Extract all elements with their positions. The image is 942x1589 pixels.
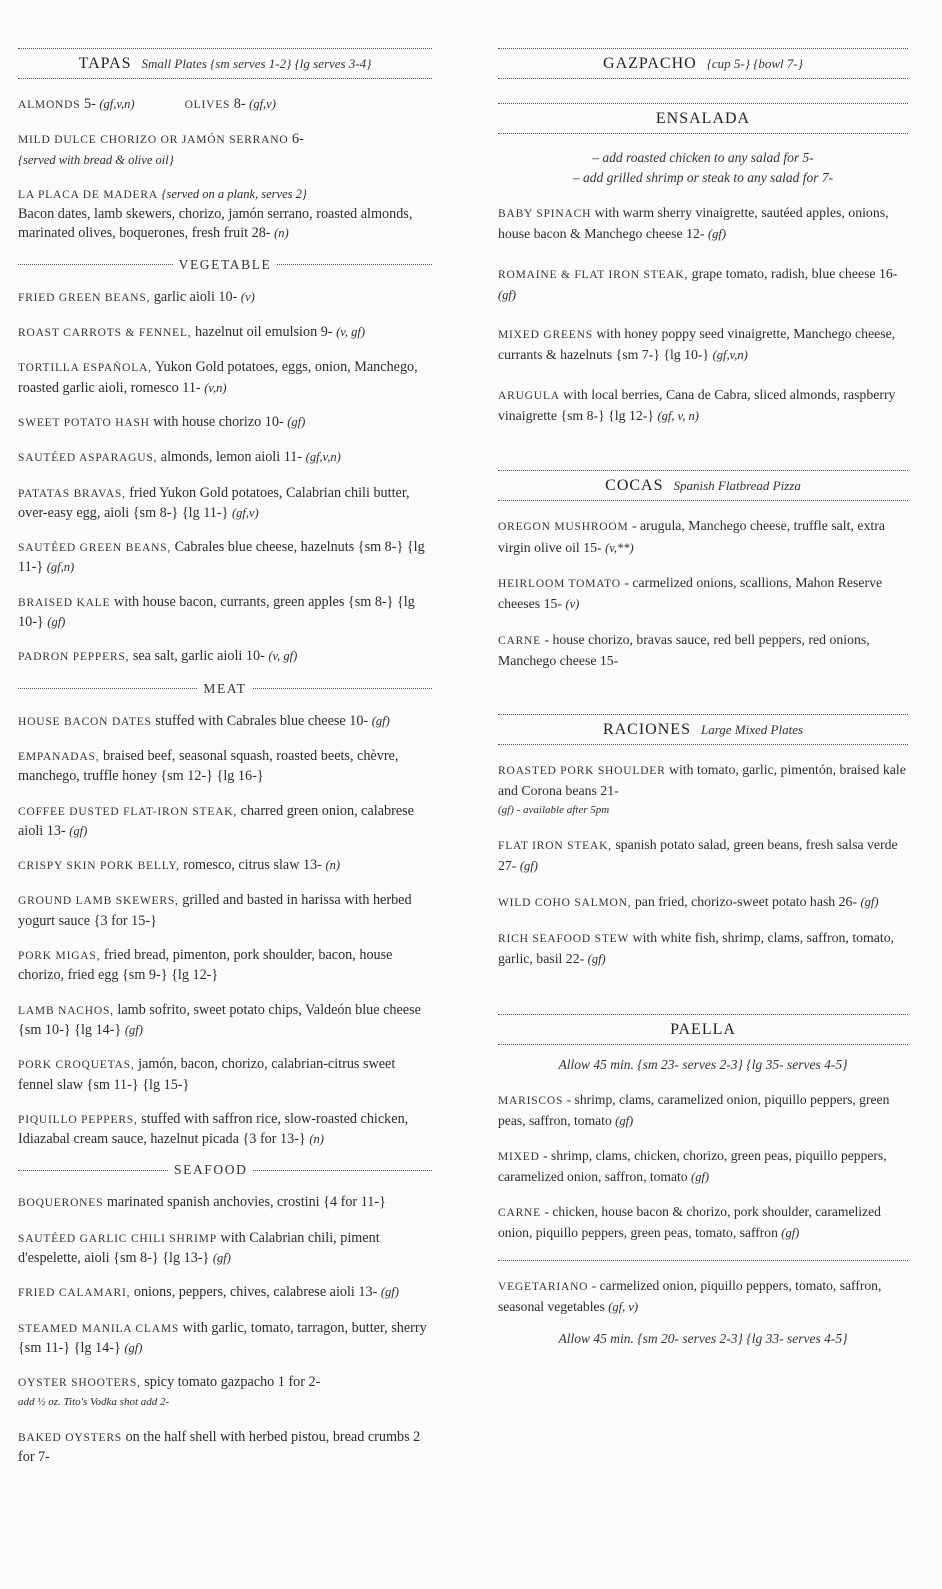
menu-item-description: hazelnut oil emulsion 9- [195,324,333,341]
menu-item-description: spanish potato salad, green beans, fresh salsa verde 27- [498,837,898,874]
menu-item-tags: (v, gf) [268,649,298,664]
paella-title: PAELLA [670,1020,736,1038]
menu-item-description: braised beef, seasonal squash, roasted beets, chèvre, manchego, truffle honey {sm 12-} {lg 16-} [18,747,399,785]
menu-item-name: SAUTÉED GREEN BEANS, [18,542,172,555]
menu-item-tags: (n) [325,858,341,873]
menu-item [18,647,432,667]
menu-item-description: with garlic, tomato, tarragon, butter, sherry {sm 11-} {lg 14-} [18,1319,427,1356]
menu-item-tags: (gf, v, n) [657,409,699,424]
menu-item-name: PIQUILLO PEPPERS, [18,1113,138,1126]
menu-item-tags: (v,n) [204,380,227,395]
menu-item [18,538,432,578]
menu-item-name: GROUND LAMB SKEWERS, [18,895,179,908]
ensalada-note-chicken: – add roasted chicken to any salad for 5- [592,150,814,165]
menu-item-description: - shrimp, clams, chicken, chorizo, green peas, piquillo peppers, caramelized onion, saffron, tomato [498,1147,887,1184]
menu-item-description: grilled and basted in harissa with herbed yogurt sauce {3 for 15-} [18,892,412,929]
menu-item [498,324,908,366]
tapas-subtitle: Small Plates {sm serves 1-2} {lg serves 3-4} [141,56,372,71]
menu-item-tags: (v,**) [605,540,634,555]
menu-item-description: charred green onion, calabrese aioli 13- [18,802,414,839]
menu-item [498,573,908,615]
menu-item [498,835,908,877]
vegetable-header: VEGETABLE [18,257,432,273]
gazpacho-subtitle: {cup 5-} {bowl 7-} [706,56,803,71]
seafood-list [18,1193,432,1467]
menu-item-description: marinated spanish anchovies, crostini {4 for 11-} [106,1194,386,1211]
menu-item [18,593,432,633]
menu-item-name: FLAT IRON STEAK, [498,840,612,853]
menu-item-description: with Calabrian chili, piment d'espelette, aioli {sm 8-} {lg 13-} [18,1229,380,1266]
gazpacho-header [498,49,908,79]
menu-item [18,1055,432,1095]
menu-item-tags: (gf) [781,1225,800,1240]
menu-item-tags: (gf,n) [46,560,75,575]
ensalada-list [498,203,908,426]
menu-item-description: pan fried, chorizo-sweet potato hash 26- [634,893,858,909]
menu-item-description: almonds, lemon aioli 11- [160,449,303,466]
menu-item [18,448,432,468]
menu-item-name: CARNE [498,634,541,647]
menu-item-tags: (gf) [498,287,517,302]
menu-item-name: ROMAINE & FLAT IRON STEAK, [498,268,689,281]
menu-item-tags: (v, gf) [336,325,365,340]
menu-item [18,1110,432,1150]
menu-item-tags: (v) [565,597,580,612]
cocas-list [498,516,908,670]
menu-item-name: ARUGULA [498,389,560,402]
menu-item-description: Yukon Gold potatoes, eggs, onion, Manchego, roasted garlic aioli, romesco 11- [18,359,418,396]
menu-item-description: with honey poppy seed vinaigrette, Manchego cheese, currants & hazelnuts {sm 7-} {lg 10-} [498,326,896,363]
menu-item-name: RICH SEAFOOD STEW [498,932,630,945]
menu-item [18,747,432,787]
menu-item-description: with house bacon, currants, green apples {sm 8-} {lg 10-} [18,593,415,631]
menu-item [18,484,432,524]
menu-item-name: LAMB NACHOS, [18,1004,114,1017]
menu-item-description: - arugula, Manchego cheese, truffle salt, extra virgin olive oil 15- [498,518,885,555]
menu-item-name: WILD COHO SALMON, [498,896,632,909]
menu-item-tags: (gf) [124,1340,143,1355]
menu-item-placa: LA PLACA DE MADERA {served on a plank, serves 2} Bacon dates, lamb skewers, chorizo, jamón serrano, roasted almonds, marinated olives, boquerones, fresh fruit 28- (n) [18,186,413,242]
menu-item-tags: (gf) [124,1022,143,1037]
menu-item-name: OYSTER SHOOTERS, [18,1377,141,1390]
menu-item-tags: (gf) [615,1113,634,1128]
menu-item [18,1428,432,1468]
menu-item-name: BRAISED KALE [18,596,111,609]
menu-item-name: HOUSE BACON DATES [18,715,152,728]
menu-item-name: HEIRLOOM TOMATO [498,577,621,590]
menu-item-name: SAUTÉED GARLIC CHILI SHRIMP [18,1232,217,1245]
menu-item-description: fried Yukon Gold potatoes, Calabrian chili butter, over-easy egg, aioli {sm 8-} {lg 11-} [18,484,410,521]
menu-item [18,1373,432,1413]
raciones-header [498,715,908,745]
menu-item-name: FRIED GREEN BEANS, [18,291,151,304]
menu-item-name: ROASTED PORK SHOULDER [498,765,666,778]
menu-item [18,1001,432,1041]
menu-item-tags: (gf) [371,713,390,728]
menu-item-tags: (gf) [587,952,606,967]
menu-item-description: romesco, citrus slaw 13- [183,857,322,874]
menu-item [18,358,432,398]
menu-item-name: CRISPY SKIN PORK BELLY, [18,860,180,873]
menu-item [498,203,908,245]
seafood-header: SEAFOOD [18,1162,432,1178]
menu-item-chorizo: MILD DULCE CHORIZO OR JAMÓN SERRANO 6- {served with bread & olive oil} [18,131,304,167]
menu-item-almonds: ALMONDS 5- (gf,v,n) [18,96,135,112]
paella-list [498,1090,908,1243]
raciones-title: RACIONES [602,721,691,739]
tapas-title: TAPAS [78,55,132,72]
menu-item-description: on the half shell with herbed pistou, bread crumbs 2 for 7- [18,1428,421,1466]
right-column [498,48,908,1349]
menu-item-tags: (gf) [380,1285,399,1300]
menu-item-description: jamón, bacon, chorizo, calabrian-citrus sweet fennel slaw {sm 11-} {lg 15-} [18,1056,396,1093]
menu-item-tags: (gf) [860,894,879,909]
menu-item-name: SWEET POTATO HASH [18,416,150,429]
menu-item-description: lamb sofrito, sweet potato chips, Valdeón blue cheese {sm 10-} {lg 14-} [18,1001,421,1038]
menu-item-description: sea salt, garlic aioli 10- [132,648,265,665]
menu-item-name: OREGON MUSHROOM [498,521,629,534]
menu-item-name: PORK MIGAS, [18,950,101,963]
menu-item-name: EMPANADAS, [18,750,100,763]
menu-item-tags: (gf) [69,823,88,838]
ensalada-header [498,104,908,134]
menu-item-name: MIXED GREENS [498,329,593,342]
menu-item [18,1229,432,1269]
menu-item [18,413,432,433]
menu-item-description: with warm sherry vinaigrette, sautéed apples, onions, house bacon & Manchego cheese 12- [498,205,889,242]
paella-allow-note-veg: Allow 45 min. {sm 20- serves 2-3} {lg 33- serves 4-5} [558,1330,848,1346]
menu-item-description: with house chorizo 10- [153,413,284,430]
menu-item-name: PORK CROQUETAS, [18,1059,135,1072]
menu-item-description: with local berries, Cana de Cabra, sliced almonds, raspberry vinaigrette {sm 8-} {lg 12-} [498,386,896,424]
menu-item-tags: (gf) [47,615,66,630]
menu-item [18,946,432,986]
menu-item [18,288,432,308]
cocas-header [498,471,908,501]
menu-item-name: CARNE [498,1206,541,1219]
raciones-subtitle: Large Mixed Plates [700,722,804,738]
menu-item [498,516,908,558]
ensalada-note-shrimp: – add grilled shrimp or steak to any salad for 7- [572,170,834,185]
menu-item-name: MARISCOS [498,1094,564,1107]
menu-item-description: - carmelized onions, scallions, Mahon Reserve cheeses 15- [498,574,883,612]
menu-item [498,1090,908,1131]
menu-item-name: BAKED OYSTERS [18,1431,123,1444]
menu-item [498,385,908,427]
menu-item [18,712,432,732]
tapas-header [18,49,432,79]
menu-item-name: PATATAS BRAVAS, [18,487,126,500]
cocas-subtitle: Spanish Flatbread Pizza [673,478,801,494]
menu-item-tags: (gf) [691,1169,710,1184]
menu-item-name: TORTILLA ESPAÑOLA, [18,362,152,375]
menu-item-name: MIXED [498,1150,540,1163]
menu-item-tags: (n) [309,1132,324,1147]
menu-item [18,1319,432,1359]
raciones-list [498,760,908,969]
cocas-title: COCAS [605,477,664,495]
menu-item [18,891,432,931]
menu-item [498,1146,908,1187]
menu-item-name: PADRON PEPPERS, [18,651,130,664]
menu-item [18,1193,432,1213]
ensalada-title: ENSALADA [655,110,751,127]
menu-item-description: - shrimp, clams, caramelized onion, piquillo peppers, green peas, saffron, tomato [498,1091,890,1128]
menu-item [18,323,432,343]
menu-item-description: with tomato, garlic, pimentón, braised kale and Corona beans 21- [498,762,906,799]
menu-item-name: FRIED CALAMARI, [18,1287,131,1300]
menu-item-description: stuffed with saffron rice, slow-roasted chicken, Idiazabal cream sauce, hazelnut picada {3 for 13-} [18,1110,409,1148]
menu-item-note: add ½ oz. Tito's Vodka shot add 2- [18,1396,170,1409]
menu-item [18,1283,432,1303]
menu-item [498,630,908,671]
meat-list [18,712,432,1150]
menu-item-tags: (gf) [287,414,306,429]
menu-item-name: STEAMED MANILA CLAMS [18,1322,180,1335]
menu-item-olives: OLIVES 8- (gf,v) [184,96,276,112]
almonds-olives-row [18,95,432,115]
menu-item-name: ROAST CARROTS & FENNEL, [18,327,192,340]
paella-allow-note: Allow 45 min. {sm 23- serves 2-3} {lg 35- serves 4-5} [558,1056,848,1072]
menu-item [18,856,432,876]
vegetable-list [18,288,432,668]
menu-item [498,760,908,820]
menu-item-tags: (gf,v,n) [712,348,748,363]
menu-item-tags: (gf,v) [231,505,259,520]
menu-item-description: grape tomato, radish, blue cheese 16- [691,265,898,281]
menu-item-name: COFFEE DUSTED FLAT-IRON STEAK, [18,805,238,818]
menu-item-description: - house chorizo, bravas sauce, red bell peppers, red onions, Manchego cheese 15- [498,631,870,668]
menu-item-description: Cabrales blue cheese, hazelnuts {sm 8-} {lg 11-} [18,539,425,576]
menu-item-description: stuffed with Cabrales blue cheese 10- [155,712,369,729]
menu-item-description: spicy tomato gazpacho 1 for 2- [144,1374,321,1391]
menu-item-tags: (gf,v,n) [305,450,341,465]
left-column [18,48,432,1467]
menu-item-vegetariano: VEGETARIANO - carmelized onion, piquillo peppers, tomato, saffron, seasonal vegetables (gf, v) [498,1277,882,1314]
menu-item-name: BOQUERONES [18,1197,104,1210]
meat-header: MEAT [18,681,432,697]
menu-item-description: with white fish, shrimp, clams, saffron, tomato, garlic, basil 22- [498,929,895,967]
menu-item-tags: (gf) [519,859,538,874]
gazpacho-title: GAZPACHO [603,55,697,72]
menu-item-description: fried bread, pimenton, pork shoulder, bacon, house chorizo, fried egg {sm 9-} {lg 12-} [18,947,393,984]
menu-item-description: - chicken, house bacon & chorizo, pork shoulder, caramelized onion, piquillo peppers, green peas, tomato, saffron [498,1203,881,1240]
paella-header [498,1015,908,1045]
menu-item-tags: (gf) [707,227,727,242]
menu-item [498,1202,908,1243]
divider [498,1260,908,1261]
menu-item-tags: (v) [240,289,255,304]
menu-item-description: onions, peppers, chives, calabrese aioli 13- [133,1284,378,1301]
menu-item [498,264,908,306]
menu-item-tags: (gf) [212,1250,231,1265]
menu-item [18,802,432,842]
menu-item [498,892,908,913]
menu-item-name: BABY SPINACH [498,208,592,220]
menu-item-description: garlic aioli 10- [153,288,238,305]
menu-item-note: (gf) - available after 5pm [498,803,610,816]
menu-item [498,928,908,970]
menu-item-name: SAUTÉED ASPARAGUS, [18,452,158,465]
